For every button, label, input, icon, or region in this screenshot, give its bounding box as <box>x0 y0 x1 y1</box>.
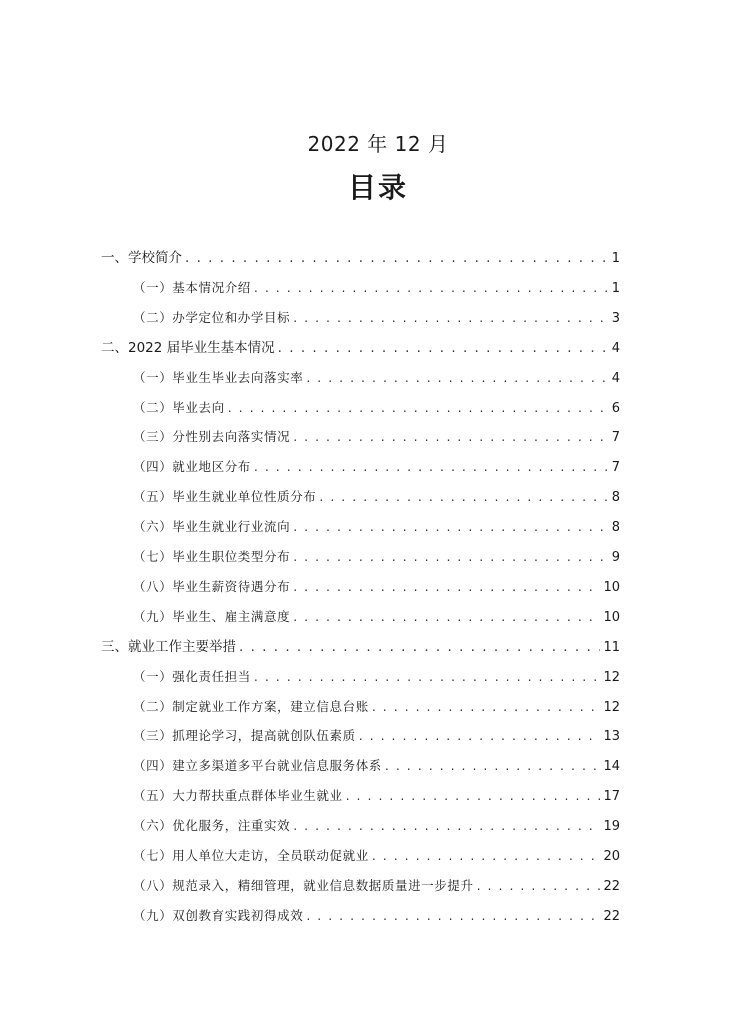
toc-subsection-entry[interactable] <box>133 786 620 806</box>
toc-dot-leader <box>293 607 600 627</box>
toc-subsection-entry[interactable] <box>133 278 620 298</box>
toc-dot-leader <box>278 338 609 358</box>
toc-page-number: 8 <box>611 520 620 535</box>
toc-dot-leader <box>346 786 601 806</box>
toc-dot-leader <box>477 876 601 896</box>
toc-page-number: 3 <box>611 311 620 326</box>
toc-entry-label: （九）毕业生、雇主满意度 <box>133 609 291 624</box>
toc-subsection-entry[interactable] <box>133 756 620 776</box>
toc-page-number: 17 <box>603 789 620 804</box>
toc-subsection-entry[interactable] <box>133 726 620 746</box>
toc-section-entry[interactable] <box>101 637 620 657</box>
toc-page-number: 22 <box>603 879 620 894</box>
toc-subsection-entry[interactable] <box>133 487 620 507</box>
toc-section-entry[interactable] <box>101 338 620 358</box>
toc-dot-leader <box>254 278 609 298</box>
toc-page-number: 9 <box>611 550 620 565</box>
toc-entry-label: 三、就业工作主要举措 <box>101 639 236 655</box>
toc-entry-label: （二）办学定位和办学目标 <box>133 310 291 325</box>
toc-subsection-entry[interactable] <box>133 577 620 597</box>
toc-page-number: 22 <box>603 909 620 924</box>
toc-subsection-entry[interactable] <box>133 607 620 627</box>
toc-subsection-entry[interactable] <box>133 368 620 388</box>
page-title: 目录 <box>347 171 408 204</box>
toc-page-number: 1 <box>611 251 620 266</box>
toc-entry-label: （四）建立多渠道多平台就业信息服务体系 <box>133 758 382 773</box>
toc-page-number: 10 <box>603 610 620 625</box>
toc-dot-leader <box>293 517 609 537</box>
toc-subsection-entry[interactable] <box>133 517 620 537</box>
toc-entry-label: （一）强化责任担当 <box>133 669 251 684</box>
toc-entry-label: （六）毕业生就业行业流向 <box>133 519 291 534</box>
toc-dot-leader <box>293 577 600 597</box>
toc-dot-leader <box>228 398 609 418</box>
toc-page-number: 19 <box>603 819 620 834</box>
toc-dot-leader <box>293 816 600 836</box>
toc-dot-leader <box>293 547 609 567</box>
toc-entry-label: 一、学校简介 <box>101 250 182 266</box>
toc-entry-label: 二、2022 届毕业生基本情况 <box>101 340 275 356</box>
toc-entry-label: （二）制定就业工作方案，建立信息台账 <box>133 699 369 714</box>
toc-subsection-entry[interactable] <box>133 308 620 328</box>
toc-page-number: 20 <box>603 849 620 864</box>
toc-dot-leader <box>359 726 601 746</box>
toc-page-number: 13 <box>603 729 620 744</box>
toc-page-number: 12 <box>603 700 620 715</box>
toc-dot-leader <box>372 846 601 866</box>
toc-dot-leader <box>372 697 601 717</box>
toc-subsection-entry[interactable] <box>133 547 620 567</box>
toc-dot-leader <box>319 487 608 507</box>
toc-dot-leader <box>293 308 609 328</box>
toc-page-number: 4 <box>611 341 620 356</box>
toc-dot-leader <box>254 457 609 477</box>
toc-dot-leader <box>185 248 609 268</box>
toc-page-number: 11 <box>603 640 620 655</box>
toc-dot-leader <box>385 756 601 776</box>
toc-entry-label: （七）用人单位大走访，全员联动促就业 <box>133 848 369 863</box>
toc-entry-label: （一）毕业生毕业去向落实率 <box>133 370 304 385</box>
toc-page-number: 7 <box>611 460 620 475</box>
toc-page-number: 4 <box>611 371 620 386</box>
toc-entry-label: （七）毕业生职位类型分布 <box>133 549 291 564</box>
toc-entry-label: （八）规范录入，精细管理，就业信息数据质量进一步提升 <box>133 878 474 893</box>
toc-entry-label: （四）就业地区分布 <box>133 459 251 474</box>
toc-entry-label: （三）抓理论学习，提高就创队伍素质 <box>133 728 356 743</box>
toc-entry-label: （九）双创教育实践初得成效 <box>133 908 304 923</box>
toc-page-number: 8 <box>611 490 620 505</box>
toc-entry-label: （三）分性别去向落实情况 <box>133 429 291 444</box>
toc-page-number: 12 <box>603 670 620 685</box>
toc-dot-leader <box>306 906 600 926</box>
toc-entry-label: （一）基本情况介绍 <box>133 280 251 295</box>
toc-dot-leader <box>306 368 608 388</box>
toc-subsection-entry[interactable] <box>133 398 620 418</box>
document-date: 2022 年 12 月 <box>307 132 449 156</box>
toc-entry-label: （二）毕业去向 <box>133 400 225 415</box>
toc-subsection-entry[interactable] <box>133 667 620 687</box>
toc-dot-leader <box>293 427 609 447</box>
toc-entry-label: （五）毕业生就业单位性质分布 <box>133 489 317 504</box>
toc-subsection-entry[interactable] <box>133 846 620 866</box>
toc-section-entry[interactable] <box>101 248 620 268</box>
toc-page-number: 10 <box>603 580 620 595</box>
toc-subsection-entry[interactable] <box>133 816 620 836</box>
toc-page-number: 7 <box>611 430 620 445</box>
toc-page-number: 1 <box>611 281 620 296</box>
toc-page-number: 14 <box>603 759 620 774</box>
toc-dot-leader <box>239 637 600 657</box>
toc-entry-label: （六）优化服务，注重实效 <box>133 818 291 833</box>
toc-entry-label: （八）毕业生薪资待遇分布 <box>133 579 291 594</box>
toc-subsection-entry[interactable] <box>133 427 620 447</box>
toc-subsection-entry[interactable] <box>133 906 620 926</box>
toc-page-number: 6 <box>611 401 620 416</box>
toc-dot-leader <box>254 667 601 687</box>
toc-subsection-entry[interactable] <box>133 697 620 717</box>
toc-subsection-entry[interactable] <box>133 876 620 896</box>
toc-entry-label: （五）大力帮扶重点群体毕业生就业 <box>133 788 343 803</box>
toc-subsection-entry[interactable] <box>133 457 620 477</box>
